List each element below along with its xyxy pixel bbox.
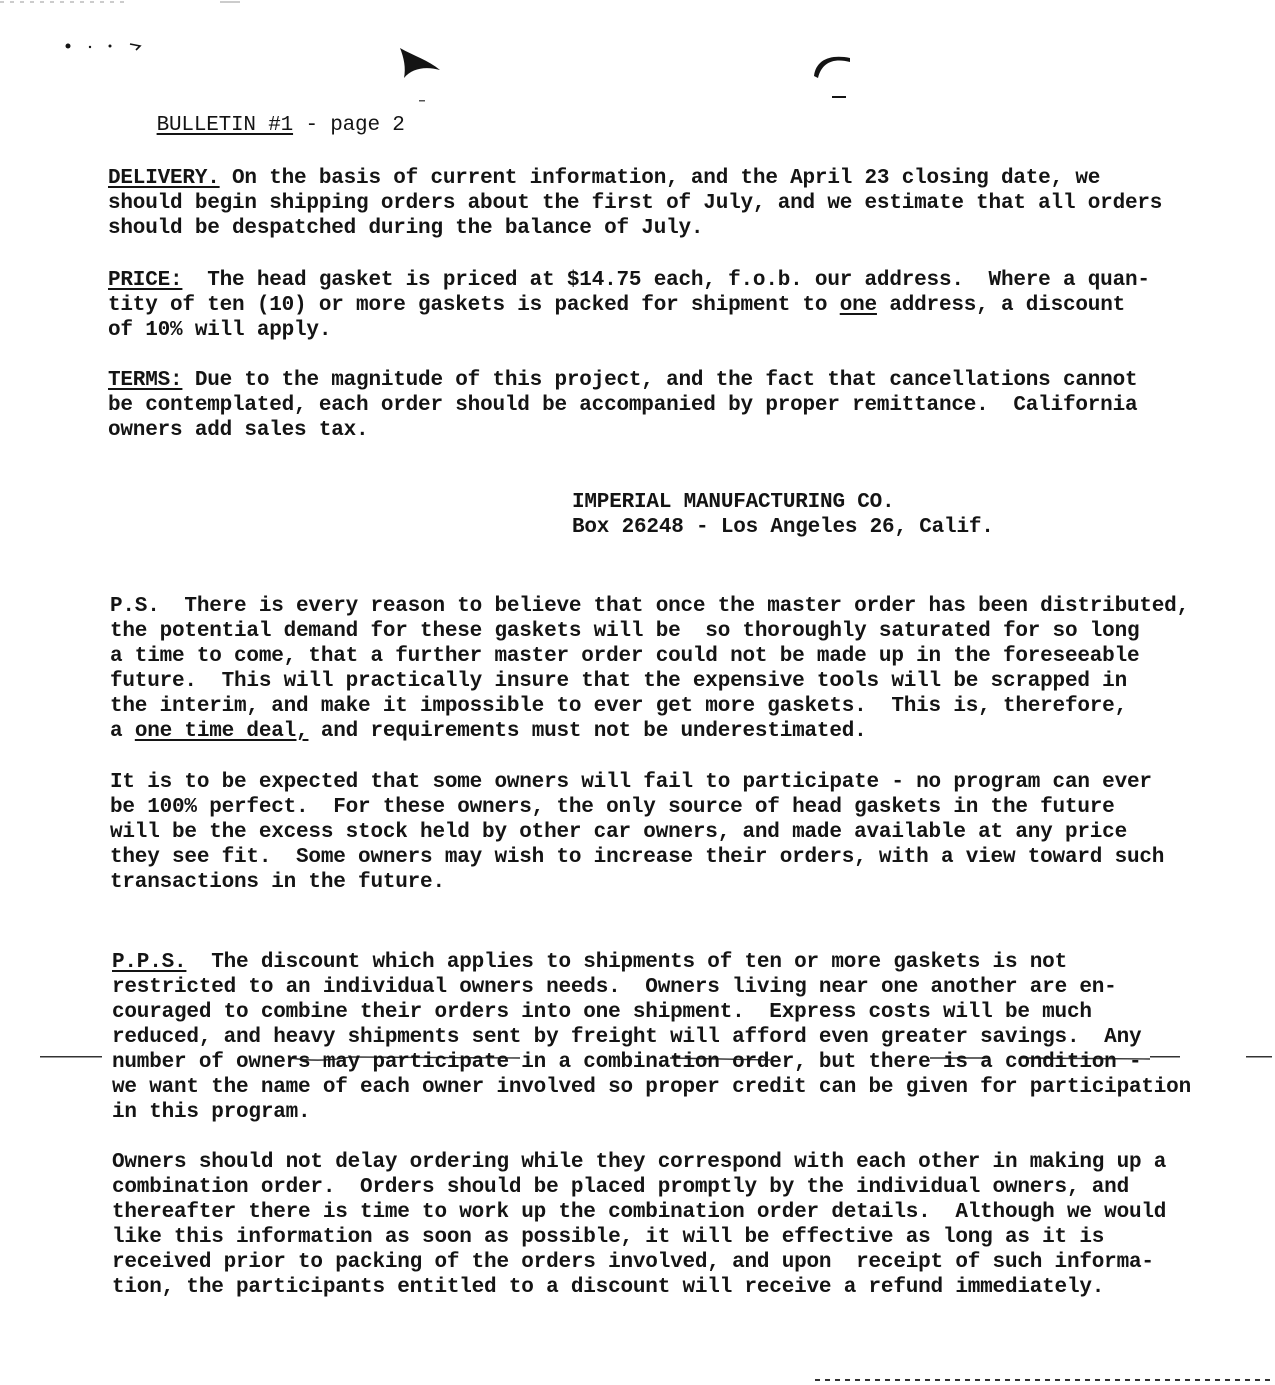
delivery-line-2: should begin shipping orders about the first of July, and we estimate that all orders [108, 192, 1163, 215]
price-label: PRICE: [108, 269, 183, 292]
ps-line-4: future. This will practically insure that the expensive tools will be scrapped in [110, 670, 1127, 693]
ps-line-5: the interim, and make it impossible to ever get more gaskets. This is, therefore, [110, 695, 1127, 718]
one-time-deal-emphasis: one time deal, [134, 720, 309, 743]
fold-line-right [1150, 1054, 1275, 1060]
price-line-3: of 10% will apply. [108, 319, 332, 342]
pps-line-2: restricted to an individual owners needs. Owners living near one another are en- [112, 976, 1117, 999]
ps-line-6: a one time deal, and requirements must not be underestimated. [110, 720, 867, 743]
pps-label: P.P.S. [112, 951, 187, 974]
para4-line-2: combination order. Orders should be placed promptly by the individual owners, and [112, 1176, 1129, 1199]
bulletin-title: BULLETIN #1 [156, 114, 294, 137]
price-line-1: PRICE: The head gasket is priced at $14.75 each, f.o.b. our address. Where a quan- [108, 269, 1150, 292]
para4-line-6: tion, the participants entitled to a discount will receive a refund immediately. [112, 1276, 1105, 1299]
page-number: - page 2 [293, 114, 405, 137]
fold-line-left [40, 1054, 110, 1060]
para4-line-4: like this information as soon as possible, it will be effective as long as it is [112, 1226, 1105, 1249]
pps-line-7: in this program. [112, 1101, 311, 1124]
scan-mark-hook-left [396, 44, 446, 84]
scan-mark-dash [830, 94, 850, 100]
ps-line-1: P.S. There is every reason to believe that once the master order has been distributed, [110, 595, 1189, 618]
scan-mark-dash-small [418, 98, 430, 104]
pps-line-4: reduced, and heavy shipments sent by freight will afford even greater savings. Any [112, 1026, 1142, 1049]
para4-line-5: received prior to packing of the orders involved, and upon receipt of such informa- [112, 1251, 1154, 1274]
terms-line-2: be contemplated, each order should be accompanied by proper remittance. California [108, 394, 1138, 417]
pps-line-5: number of owners may participate in a combination order, but there is a condition - [112, 1051, 1142, 1074]
page-header [107, 88, 405, 163]
terms-line-1: TERMS: Due to the magnitude of this project, and the fact that cancellations cannot [108, 369, 1138, 392]
para2-line-5: transactions in the future. [110, 871, 445, 894]
dotted-edge-top [0, 0, 1275, 6]
delivery-line-1: DELIVERY. On the basis of current information, and the April 23 closing date, we [108, 167, 1101, 190]
pps-line-6: we want the name of each owner involved so proper credit can be given for participation [112, 1076, 1191, 1099]
dotted-edge-bottom [815, 1376, 1275, 1384]
scan-mark-top-left [60, 38, 150, 54]
para2-line-1: It is to be expected that some owners will fail to participate - no program can ever [110, 771, 1152, 794]
terms-line-3: owners add sales tax. [108, 419, 369, 442]
ps-line-2: the potential demand for these gaskets will be so thoroughly saturated for so long [110, 620, 1140, 643]
para4-line-3: thereafter there is time to work up the combination order details. Although we would [112, 1201, 1167, 1224]
price-one-emphasis: one [839, 294, 877, 317]
scan-mark-arc-right [808, 50, 858, 80]
company-address: Box 26248 - Los Angeles 26, Calif. [572, 516, 994, 539]
para2-line-4: they see fit. Some owners may wish to increase their orders, with a view toward such [110, 846, 1165, 869]
pps-line-1: P.P.S. The discount which applies to shipments of ten or more gaskets is not [112, 951, 1067, 974]
price-line-2: tity of ten (10) or more gaskets is packed for shipment to one address, a discount [108, 294, 1125, 317]
delivery-label: DELIVERY. [108, 167, 220, 190]
terms-label: TERMS: [108, 369, 183, 392]
pps-line-3: couraged to combine their orders into one shipment. Express costs will be much [112, 1001, 1092, 1024]
ps-line-3: a time to come, that a further master order could not be made up in the foreseeable [110, 645, 1140, 668]
para2-line-3: will be the excess stock held by other car owners, and made available at any price [110, 821, 1127, 844]
para4-line-1: Owners should not delay ordering while they correspond with each other in making up a [112, 1151, 1167, 1174]
company-name: IMPERIAL MANUFACTURING CO. [572, 491, 895, 514]
para2-line-2: be 100% perfect. For these owners, the only source of head gaskets in the future [110, 796, 1115, 819]
delivery-line-3: should be despatched during the balance of July. [108, 217, 704, 240]
